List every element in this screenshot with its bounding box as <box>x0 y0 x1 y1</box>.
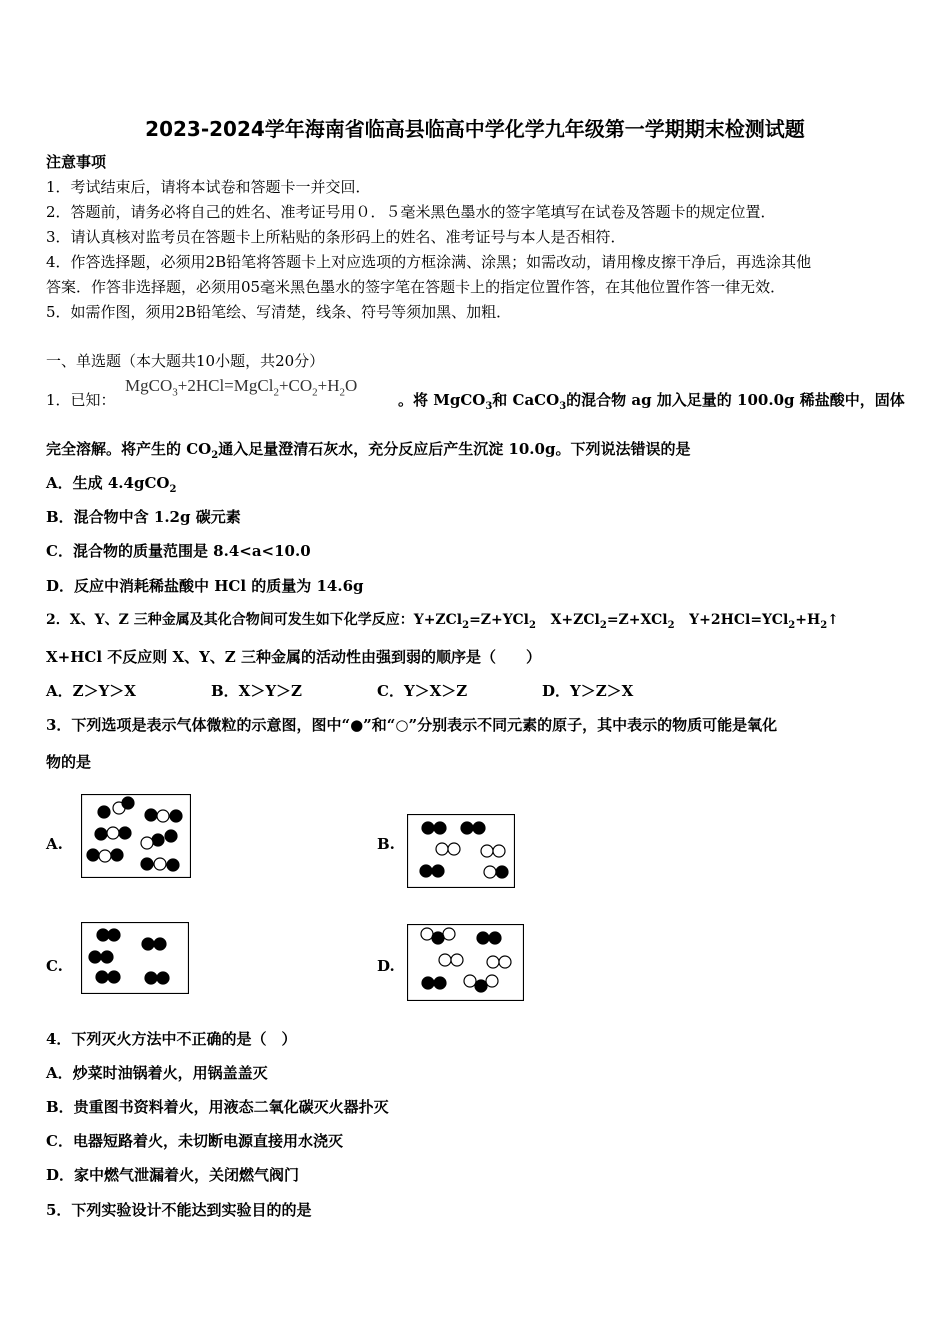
notice-item-1: 1．考试结束后，请将本试卷和答题卡一并交回． <box>46 178 371 196</box>
q2-option-d: D．Y＞Z＞X <box>542 682 634 700</box>
notice-item-2: 2．答题前，请务必将自己的姓名、准考证号用０．５毫米黑色墨水的签字笔填写在试卷及答题卡的规定位置． <box>46 203 776 221</box>
q5-stem: 5．下列实验设计不能达到实验目的的是 <box>46 1201 312 1219</box>
notice-item-4-cont: 答案．作答非选择题，必须用05毫米黑色墨水的签字笔在答题卡上的指定位置作答，在其他位置作答一律无效． <box>46 278 786 296</box>
q1-stem-line2: 完全溶解。将产生的 $CO_2$通入足量澄清石灰水，充分反应后产生沉淀 10.0g。下列说法错误的是 <box>46 440 691 461</box>
q3-stem-line2: 物的是 <box>46 753 92 771</box>
q4-option-a: A．炒菜时油锅着火，用锅盖盖灭 <box>46 1064 268 1082</box>
q1-stem-tail: 。将 MgCO$_3$和 CaCO$_3$的混合物 ag 加入足量的 100.0g 稀盐酸中，固体 <box>398 391 905 412</box>
q2-option-a: A．Z＞Y＞X <box>46 682 136 700</box>
q2-stem-line2: X+HCl 不反应则 X、Y、Z 三种金属的活动性由强到弱的顺序是（ ） <box>46 648 541 666</box>
q3-label-d: D. <box>377 957 395 975</box>
q1-option-b: B．混合物中含 1.2g 碳元素 <box>46 508 241 526</box>
page-title: 2023-2024学年海南省临高县临高中学化学九年级第一学期期末检测试题 <box>145 117 805 141</box>
notice-item-4: 4．作答选择题，必须用2B铅笔将答题卡上对应选项的方框涂满、涂黑；如需改动，请用橡皮擦干净后，再选涂其他 <box>46 253 812 271</box>
q1-option-a: A．生成 4.4gCO$_2$ <box>46 474 177 495</box>
notice-item-3: 3．请认真核对监考员在答题卡上所粘贴的条形码上的姓名、准考证号与本人是否相符． <box>46 228 626 246</box>
q1-equation: $MgCO_3+2HCl=MgCl_2+CO_2+H_2O$ <box>125 376 358 399</box>
q4-option-d: D．家中燃气泄漏着火，关闭燃气阀门 <box>46 1166 300 1184</box>
section-heading: 一、单选题（本大题共10小题，共20分） <box>46 352 325 370</box>
q3-figure-c <box>81 922 189 994</box>
q2-stem: 2．X、Y、Z 三种金属及其化合物间可发生如下化学反应：Y+ZCl$_2$=Z+YCl$_2$ X+ZCl$_2$=Z+XCl$_2$ $Y+2HCl=YCl_2+H_2↑$ <box>46 612 839 631</box>
q3-figure-b <box>407 814 515 888</box>
q4-option-b: B．贵重图书资料着火，用液态二氧化碳灭火器扑灭 <box>46 1098 389 1116</box>
q2-option-c: C．Y＞X＞Z <box>377 682 468 700</box>
q4-stem: 4．下列灭火方法中不正确的是（ ） <box>46 1030 297 1048</box>
q3-figure-d <box>407 924 524 1001</box>
q3-label-b: B. <box>377 835 395 853</box>
q1-option-d: D．反应中消耗稀盐酸中 HCl 的质量为 14.6g <box>46 577 364 595</box>
q1-option-c: C．混合物的质量范围是 8.4<a<10.0 <box>46 542 311 560</box>
q2-option-b: B．X＞Y＞Z <box>211 682 302 700</box>
q3-label-c: C. <box>46 957 63 975</box>
q3-label-a: A. <box>46 835 63 853</box>
q1-prefix: 1．已知： <box>46 391 116 409</box>
notice-heading: 注意事项 <box>46 153 107 171</box>
q3-figure-a <box>81 794 191 878</box>
notice-item-5: 5．如需作图，须用2B铅笔绘、写清楚，线条、符号等须加黑、加粗． <box>46 303 512 321</box>
q3-stem: 3．下列选项是表示气体微粒的示意图，图中“●”和“○”分别表示不同元素的原子，其中表示的物质可能是氧化 <box>46 716 778 734</box>
q4-option-c: C．电器短路着火，未切断电源直接用水浇灭 <box>46 1132 343 1150</box>
